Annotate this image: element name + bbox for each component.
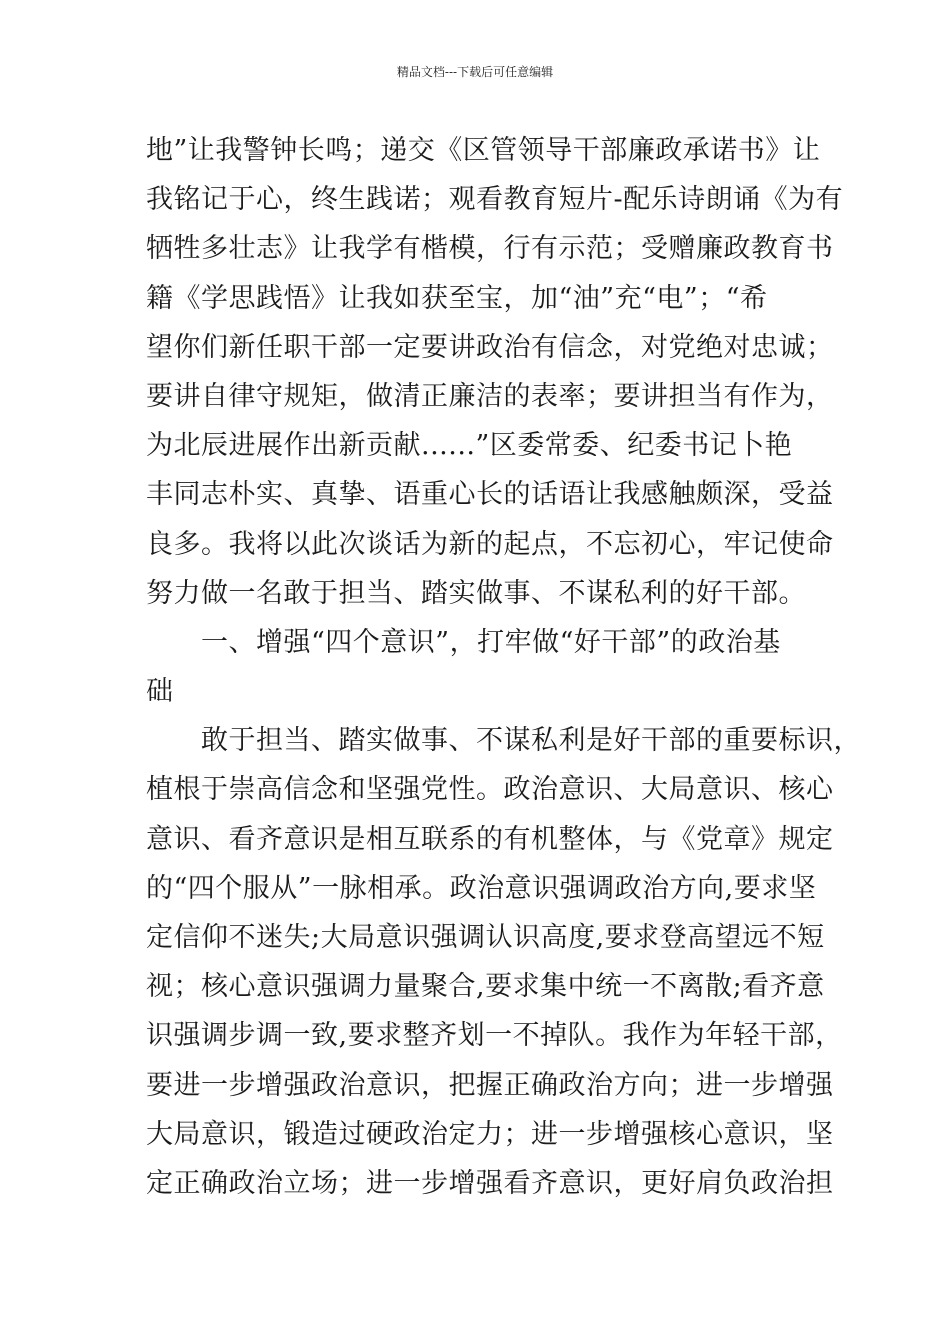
text-line: 丰同志朴实、真挚、语重心长的话语让我感触颇深，受益: [146, 479, 834, 511]
text-line: 地”让我警钟长鸣；递交《区管领导干部廉政承诺书》让: [146, 135, 821, 166]
text-line: 植根于崇高信念和坚强党性。政治意识、大局意识、核心: [146, 774, 834, 806]
text-line: 要进一步增强政治意识，把握正确政治方向；进一步增强: [146, 1069, 834, 1101]
text-line: 良多。我将以此次谈话为新的起点，不忘初心，牢记使命: [146, 528, 834, 560]
text-line: 牺牲多壮志》让我学有楷模，行有示范；受赠廉政教育书: [146, 233, 834, 265]
text-line: 我铭记于心，终生践诺；观看教育短片-配乐诗朗诵《为有: [146, 184, 844, 216]
text-line: 定正确政治立场；进一步增强看齐意识，更好肩负政治担: [146, 1167, 834, 1199]
text-line: 意识、看齐意识是相互联系的有机整体，与《党章》规定: [146, 823, 834, 855]
text-line: 为北辰进展作出新贡献......”区委常委、纪委书记卜艳: [146, 430, 793, 462]
text-line: 敢于担当、踏实做事、不谋私利是好干部的重要标识，: [146, 725, 861, 757]
section-heading-line: 一、增强“四个意识”，打牢做“好干部”的政治基: [146, 626, 781, 658]
text-line: 大局意识，锻造过硬政治定力；进一步增强核心意识，坚: [146, 1118, 834, 1150]
document-body: [146, 126, 861, 1208]
text-line: 籍《学思践悟》让我如获至宝，加“油”充“电”；“希: [146, 282, 768, 314]
text-line: 望你们新任职干部一定要讲政治有信念，对党绝对忠诚；: [146, 331, 834, 363]
section-heading-line: 础: [146, 676, 174, 708]
text-line: 的“四个服从”一脉相承。政治意识强调政治方向,要求坚: [146, 872, 817, 904]
text-line: 识强调步调一致,要求整齐划一不掉队。我作为年轻干部，: [146, 1020, 843, 1052]
text-line: 定信仰不迷失;大局意识强调认识高度,要求登高望远不短: [146, 922, 825, 953]
text-line: 视；核心意识强调力量聚合,要求集中统一不离散;看齐意: [146, 971, 825, 1003]
text-line: 努力做一名敢于担当、踏实做事、不谋私利的好干部。: [146, 577, 806, 609]
page-header: 精品文档---下载后可任意编辑: [396, 65, 554, 79]
text-line: 要讲自律守规矩，做清正廉洁的表率；要讲担当有作为，: [146, 380, 834, 412]
